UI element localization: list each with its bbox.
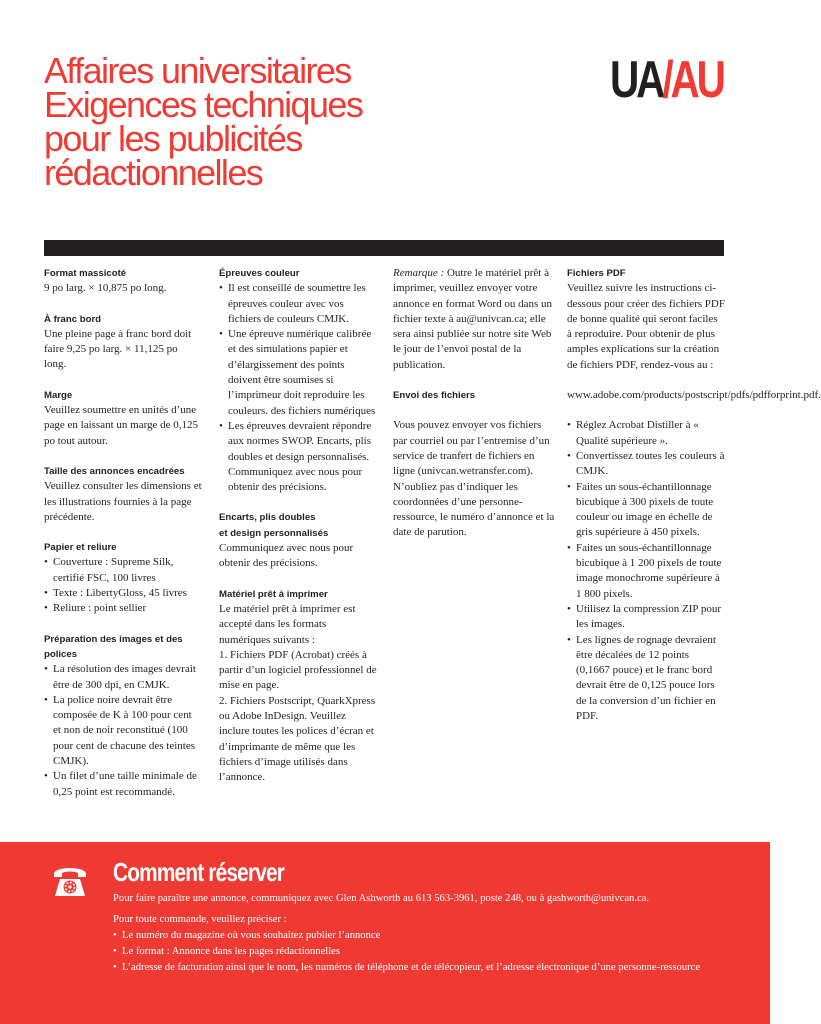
list-item: • La police noire devrait être composée de K à 100 pour cent et non de noir reconstitué (100 pour cent de chacune des teintes CMJK).: [44, 693, 202, 769]
papier-heading: Papier et reliure: [44, 542, 117, 554]
list-item: • Les épreuves devraient répondre aux normes SWOP. Encarts, plis doubles et design personnalisés. Communiquez avec nous pour obtenir des précisions.: [219, 419, 379, 495]
pdf-list: [567, 418, 725, 724]
logo-ua: UA: [610, 51, 663, 109]
taille-text: Veuillez consulter les dimensions et les illustrations fournies à la page précédente.: [44, 480, 202, 523]
remarque-paragraph: [393, 266, 557, 373]
pdf-heading: Fichiers PDF: [567, 268, 626, 279]
envoi-text: Vous pouvez envoyer vos fichiers par courriel ou par l’entremise d’un service de tranfert de fichiers en ligne (univcan.wetransfer.com). N’oubliez pas d’indiquer les coordonnées d’une personne-ressource, le numéro d’annonce et la date de parution.: [393, 419, 555, 539]
reservation-footer: [0, 842, 770, 1024]
list-item: • Texte : LibertyGloss, 45 livres: [44, 586, 202, 601]
title-line-4: rédactionnelles: [44, 152, 263, 193]
footer-intro: Pour faire paraître une annonce, communiquez avec Glen Ashworth au 613 563-3961, poste 248, ou à gashworth@univcan.ca.: [113, 893, 650, 904]
list-item: • Un filet d’une taille minimale de 0,25 point est recommandé.: [44, 769, 202, 800]
header-divider-bar: [44, 240, 724, 256]
list-item: • Faites un sous-échantillonnage bicubique à 1 200 pixels de toute image monochrome supérieure à 1 800 pixels.: [567, 541, 725, 602]
footer-title: Comment réserver: [113, 857, 285, 887]
format-text: 9 po larg. × 10,875 po long.: [44, 282, 167, 295]
papier-list: [44, 555, 202, 616]
preparation-heading: Préparation des images et des polices: [44, 633, 183, 660]
encarts-heading-line-1: Encarts, plis doubles: [219, 512, 316, 524]
list-item: • L’adresse de facturation ainsi que le nom, les numéros de téléphone et de télécopieur, et l’adresse électronique d’une personne-ressource: [113, 960, 743, 976]
materiel-text-2: 1. Fichiers PDF (Acrobat) créés à partir d’un logiciel professionnel de mise en page.: [219, 648, 377, 692]
preparation-list: [44, 662, 202, 800]
list-item: • Les lignes de rognage devraient être décalées de 12 points (0,1667 pouce) et le franc bord devrait être de 0,125 pouce lors de la conversion d’un fichier en PDF.: [567, 633, 725, 725]
materiel-text-3: 2. Fichiers Postscript, QuarkXpress ou Adobe InDesign. Veuillez inclure toutes les polices d’écran et d’imprimante de même que les fichiers d’image utilisés dans l’annonce.: [219, 694, 376, 784]
encarts-text: Communiquez avec nous pour obtenir des précisions.: [219, 542, 354, 570]
materiel-text-1: Le matériel prêt à imprimer est accepté dans les formats numériques suivants :: [219, 602, 356, 646]
footer-list: [113, 928, 743, 976]
franc-bord-text: Une pleine page à franc bord doit faire 9,25 po larg. × 11,125 po long.: [44, 327, 192, 371]
list-item: • Couverture : Supreme Silk, certifié FSC, 100 livres: [44, 555, 202, 586]
epreuves-heading: Épreuves couleur: [219, 268, 300, 279]
list-item: • Faites un sous-échantillonnage bicubique à 300 pixels de toute couleur ou image en échelle de gris supérieure à 450 pixels.: [567, 480, 725, 541]
pdf-url[interactable]: www.adobe.com/products/postscript/pdfs/pdfforprint.pdf.: [567, 389, 821, 402]
marge-heading: Marge: [44, 389, 73, 401]
pdf-text: Veuillez suivre les instructions ci-dessous pour créer des fichiers PDF de bonne qualité qui seront faciles à reproduire. Pour obtenir de plus amples explications sur la création de fichiers PDF, rendez-vous au :: [567, 282, 725, 371]
column-2: [219, 266, 379, 786]
footer-body: [113, 891, 743, 976]
list-item: • La résolution des images devrait être de 300 dpi, en CMJK.: [44, 662, 202, 693]
list-item: • Utilisez la compression ZIP pour les images.: [567, 602, 725, 633]
taille-heading: Taille des annonces encadrées: [44, 465, 185, 477]
column-3: [393, 266, 557, 556]
list-item: • Le format : Annonce dans les pages rédactionnelles: [113, 944, 743, 960]
logo-au: AU: [670, 51, 723, 109]
materiel-heading: Matériel prêt à imprimer: [219, 588, 328, 600]
list-item: • Convertissez toutes les couleurs à CMJK.: [567, 449, 725, 480]
list-item: • Réglez Acrobat Distiller à « Qualité supérieure ».: [567, 418, 725, 449]
list-item: • Il est conseillé de soumettre les épreuves couleur avec vos fichiers de couleurs CMJK.: [219, 281, 379, 327]
list-item: • Une épreuve numérique calibrée et des simulations papier et d’élargissement des points doivent être soumises si l’imprimeur doit reproduire les couleurs. des fichiers numériques: [219, 327, 379, 419]
epreuves-list: [219, 281, 379, 495]
encarts-heading-line-2: et design personnalisés: [219, 527, 329, 539]
telephone-icon: [50, 860, 90, 900]
document-title: [44, 50, 504, 193]
column-1: [44, 266, 202, 815]
marge-text: Veuillez soumettre en unités d’une page en laissant un marge de 0,125 po tout autour.: [44, 404, 199, 447]
title-line-1: Affaires universitaires: [44, 50, 351, 91]
column-4: [567, 266, 821, 739]
format-heading: Format massicoté: [44, 268, 127, 279]
list-item: • Le numéro du magazine où vous souhaitez publier l’annonce: [113, 928, 743, 944]
logo-slash: /: [662, 51, 671, 109]
title-line-2: Exigences techniques: [44, 84, 363, 125]
list-item: • Reliure : point sellier: [44, 601, 202, 616]
footer-order-intro: Pour toute commande, veuillez préciser :: [113, 914, 287, 925]
remarque-text: Outre le matériel prêt à imprimer, veuillez envoyer votre annonce en format Word ou dans un fichier texte à au@univcan.ca; elle sera ainsi publiée sur notre site Web le jour de l’envoi postal de la publication.: [393, 267, 552, 371]
ua-au-logo: [610, 52, 723, 108]
remarque-label: Remarque :: [393, 267, 445, 279]
title-line-3: pour les publicités: [44, 118, 302, 159]
envoi-heading: Envoi des fichiers: [393, 390, 476, 402]
franc-bord-heading: À franc bord: [44, 313, 102, 325]
